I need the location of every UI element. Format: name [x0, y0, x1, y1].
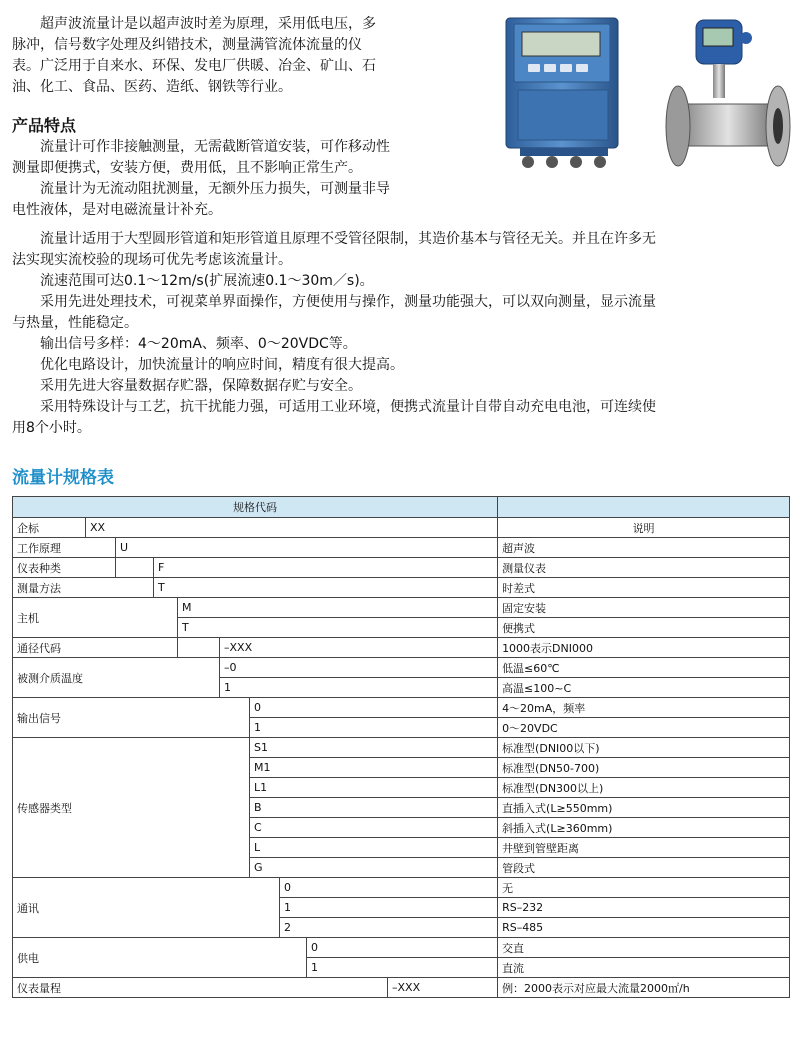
row-label: 企标	[13, 518, 86, 538]
row-code: M	[178, 598, 498, 618]
table-row	[13, 698, 790, 718]
row-label: 通讯	[13, 878, 280, 938]
table-row	[13, 558, 790, 578]
row-desc: 时差式	[498, 578, 790, 598]
row-label: 输出信号	[13, 698, 250, 738]
row-code: 0	[280, 878, 498, 898]
table-row	[13, 497, 790, 518]
row-code: –XXX	[388, 978, 498, 998]
row-desc: 便携式	[498, 618, 790, 638]
feature-line: 采用先进大容量数据存贮器，保障数据存贮与安全。	[40, 378, 362, 394]
header-blank	[498, 497, 790, 518]
row-code: XX	[86, 518, 498, 538]
spec-table	[12, 496, 790, 998]
row-desc: 无	[498, 878, 790, 898]
row-code: F	[154, 558, 498, 578]
row-label: 通径代码	[13, 638, 178, 658]
row-code: G	[250, 858, 498, 878]
header-desc: 说明	[498, 518, 790, 538]
row-desc: 标准型(DN300以上)	[498, 778, 790, 798]
row-code: 2	[280, 918, 498, 938]
row-code: M1	[250, 758, 498, 778]
row-label: 传感器类型	[13, 738, 250, 878]
wall-mount-flowmeter-image	[500, 14, 630, 174]
intro-line: 超声波流量计是以超声波时差为原理，采用低电压，多	[40, 16, 376, 32]
row-label: 仪表种类	[13, 558, 116, 578]
table-row	[13, 578, 790, 598]
intro-paragraph	[12, 14, 482, 98]
row-label: 仪表量程	[13, 978, 388, 998]
feature-paragraph	[12, 137, 482, 221]
row-code: C	[250, 818, 498, 838]
feature-line: 电性液体，是对电磁流量计补充。	[12, 202, 222, 218]
row-desc: 斜插入式(L≥360mm)	[498, 818, 790, 838]
row-code: T	[178, 618, 498, 638]
row-desc: 测量仪表	[498, 558, 790, 578]
feature-paragraph	[12, 229, 796, 439]
row-desc: 交直	[498, 938, 790, 958]
header-code: 规格代码	[13, 497, 498, 518]
table-row	[13, 938, 790, 958]
feature-line: 用8个小时。	[12, 420, 91, 436]
feature-line: 与热量，性能稳定。	[12, 315, 138, 331]
feature-line: 流量计可作非接触测量，无需截断管道安装，可作移动性	[40, 139, 390, 155]
intro-line: 油、化工、食品、医药、造纸、钢铁等行业。	[12, 79, 292, 95]
feature-line: 采用特殊设计与工艺，抗干扰能力强，可适用工业环境，便携式流量计自带自动充电电池，可连续使	[40, 399, 656, 415]
row-desc: 井壁到管壁距离	[498, 838, 790, 858]
feature-line: 法实现实流校验的现场可优先考虑该流量计。	[12, 252, 292, 268]
row-code: 0	[250, 698, 498, 718]
row-code: 0	[307, 938, 498, 958]
feature-line: 流量计为无流动阻扰测量，无额外压力损失，可测量非导	[40, 181, 390, 197]
table-row	[13, 878, 790, 898]
table-row	[13, 658, 790, 678]
table-row	[13, 978, 790, 998]
row-label: 测量方法	[13, 578, 154, 598]
row-code: L	[250, 838, 498, 858]
row-desc: 1000表示DNI000	[498, 638, 790, 658]
row-spacer	[116, 558, 154, 578]
row-desc: 例：2000表示对应最大流量2000㎡/h	[498, 978, 790, 998]
row-code: B	[250, 798, 498, 818]
row-desc: 4～20mA，频率	[498, 698, 790, 718]
row-spacer	[178, 638, 220, 658]
feature-line: 输出信号多样：4～20mA、频率、0～20VDC等。	[40, 336, 357, 352]
table-row	[13, 538, 790, 558]
row-desc: 直流	[498, 958, 790, 978]
row-desc: RS–485	[498, 918, 790, 938]
row-label: 被测介质温度	[13, 658, 220, 698]
row-code: –0	[220, 658, 498, 678]
row-desc: 低温≤60℃	[498, 658, 790, 678]
row-desc: 固定安装	[498, 598, 790, 618]
row-desc: 直插入式(L≥550mm)	[498, 798, 790, 818]
table-row	[13, 598, 790, 618]
feature-line: 流量计适用于大型圆形管道和矩形管道且原理不受管径限制，其造价基本与管径无关。并且在许多无	[40, 231, 656, 247]
row-code: L1	[250, 778, 498, 798]
row-desc: 0～20VDC	[498, 718, 790, 738]
table-row	[13, 638, 790, 658]
row-code: U	[116, 538, 498, 558]
row-code: 1	[280, 898, 498, 918]
row-desc: 高温≤100~C	[498, 678, 790, 698]
row-desc: RS–232	[498, 898, 790, 918]
row-desc: 标准型(DN50-700)	[498, 758, 790, 778]
table-row	[13, 738, 790, 758]
row-desc: 标准型(DNI00以下)	[498, 738, 790, 758]
row-label: 工作原理	[13, 538, 116, 558]
feature-line: 测量即便携式，安装方便，费用低，且不影响正常生产。	[12, 160, 362, 176]
feature-line: 流速范围可达0.1～12m/s(扩展流速0.1～30m／s)。	[40, 273, 374, 289]
intro-line: 表。广泛用于自来水、环保、发电厂供暖、冶金、矿山、石	[12, 58, 376, 74]
row-code: 1	[220, 678, 498, 698]
row-code: T	[154, 578, 498, 598]
row-code: 1	[307, 958, 498, 978]
row-label: 主机	[13, 598, 178, 638]
spec-table-heading: 流量计规格表	[12, 468, 114, 488]
feature-line: 优化电路设计，加快流量计的响应时间，精度有很大提高。	[40, 357, 404, 373]
row-code: 1	[250, 718, 498, 738]
row-desc: 管段式	[498, 858, 790, 878]
features-heading: 产品特点	[12, 116, 77, 135]
row-code: –XXX	[220, 638, 498, 658]
row-desc: 超声波	[498, 538, 790, 558]
row-label: 供电	[13, 938, 307, 978]
intro-line: 脉冲，信号数字处理及纠错技术，测量满管流体流量的仪	[12, 37, 362, 53]
pipe-flowmeter-image	[662, 14, 794, 179]
feature-line: 采用先进处理技术，可视菜单界面操作，方便使用与操作，测量功能强大，可以双向测量，显示流量	[40, 294, 656, 310]
table-row	[13, 518, 790, 538]
row-code: S1	[250, 738, 498, 758]
